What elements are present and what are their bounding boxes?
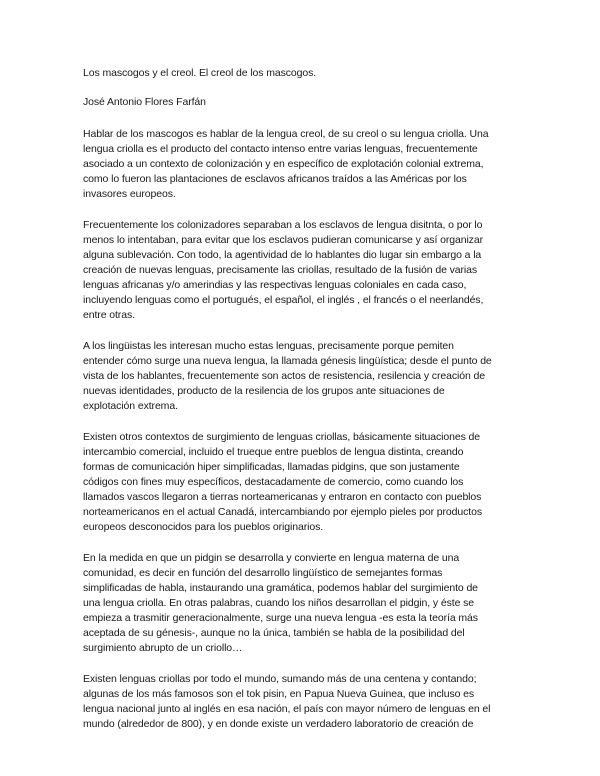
- paragraph-line: comunidad, es decir en función del desarrollo lingüístico de semejantes formas: [83, 566, 443, 579]
- paragraph-line: En la medida en que un pidgin se desarrolla y convierte en lengua materna de una: [83, 551, 460, 564]
- body-paragraph: [83, 339, 518, 414]
- paragraph-line: explotación extrema.: [83, 400, 178, 413]
- paragraph-line: asociado a un contexto de colonización y en específico de explotación colonial extrema,: [83, 158, 484, 171]
- paragraph-line: entender cómo surge una nueva lengua, la llamada génesis lingüística; desde el punto de: [83, 355, 492, 367]
- paragraph-line: Existen lenguas criollas por todo el mundo, sumando más de una centena y contando;: [83, 672, 477, 685]
- paragraph-line: simplificadas de habla, instaurando una gramática, podemos hablar del surgimiento de: [83, 582, 478, 594]
- paragraph-line: menos lo intentaban, para evitar que los esclavos pudieran comunicarse y así organizar: [83, 233, 483, 246]
- paragraph-line: lengua nacional junto al inglés en esa nación, el país con mayor número de lenguas en el: [83, 703, 491, 716]
- paragraph-line: lenguas africanas y/o amerindias y las respectivas lenguas coloniales en cada caso,: [83, 279, 467, 292]
- paragraph-line: vista de los hablantes, frecuentemente son actos de resistencia, resilencia y creación de: [83, 370, 485, 383]
- paragraph-line: empieza a trasmitir generacionalmente, surge una nueva lengua -es esta la teoría más: [83, 612, 478, 625]
- paragraph-line: aceptada de su génesis-, aunque no la única, también se habla de la posibilidad del: [83, 627, 465, 640]
- paragraph-line: nuevas identidades, producto de la resilencia de los grupos ante situaciones de: [83, 385, 445, 398]
- paragraph-line: entre otras.: [83, 309, 135, 322]
- paragraph-line: surgimiento abrupto de un criollo…: [83, 642, 243, 655]
- body-paragraph: [83, 551, 518, 657]
- body-paragraph: [83, 672, 518, 732]
- body-paragraph: [83, 127, 518, 202]
- body-paragraph: [83, 430, 518, 536]
- paragraph-line: lengua criolla es el producto del contacto intenso entre varias lenguas, frecuentemente: [83, 143, 478, 156]
- paragraph-line: formas de comunicación hiper simplificadas, llamadas pidgins, que son justamente: [83, 460, 460, 473]
- paragraph-line: norteamericanos en el actual Canadá, intercambiando por ejemplo pieles por productos: [83, 506, 483, 519]
- paragraph-line: Existen otros contextos de surgimiento de lenguas criollas, básicamente situaciones de: [83, 430, 481, 443]
- paragraph-line: algunas de los más famosos son el tok pisin, en Papua Nueva Guinea, que incluso es: [83, 687, 475, 700]
- paragraph-line: Hablar de los mascogos es hablar de la lengua creol, de su creol o su lengua criolla. Una: [83, 128, 489, 140]
- document-title: Los mascogos y el creol. El creol de los mascogos.: [83, 67, 317, 79]
- document-author: José Antonio Flores Farfán: [83, 96, 206, 108]
- document-body: [83, 127, 518, 748]
- paragraph-line: una lengua criolla. En otras palabras, cuando los niños desarrollan el pidgin, y éste se: [83, 597, 475, 610]
- paragraph-line: como lo fueron las plantaciones de esclavos africanos traídos a las Américas por los: [83, 173, 467, 186]
- paragraph-line: europeos desconocidos para los pueblos originarios.: [83, 521, 324, 534]
- paragraph-line: creación de nuevas lenguas, precisamente las criollas, resultado de la fusión de varias: [83, 264, 478, 277]
- paragraph-line: mundo (alrededor de 800), y en donde existe un verdadero laboratorio de creación de: [83, 718, 474, 731]
- paragraph-line: incluyendo lenguas como el portugués, el español, el inglés , el francés o el neerlandés,: [83, 294, 484, 307]
- paragraph-line: llamados vascos llegaron a tierras norteamericanas y entraron en contacto con pueblos: [83, 491, 482, 504]
- paragraph-line: A los lingüistas les interesan mucho estas lenguas, precisamente porque pemiten: [83, 339, 454, 352]
- paragraph-line: alguna sublevación. Con todo, la agentividad de lo hablantes dio lugar sin embargo a la: [83, 249, 482, 262]
- paragraph-line: códigos con fines muy específicos, destacadamente de comercio, como cuando los: [83, 476, 464, 489]
- paragraph-line: Frecuentemente los colonizadores separaban a los esclavos de lengua disitnta, o por lo: [83, 218, 483, 231]
- paragraph-line: invasores europeos.: [83, 188, 176, 201]
- paragraph-line: intercambio comercial, incluido el trueque entre pueblos de lengua distinta, creando: [83, 445, 464, 458]
- body-paragraph: [83, 218, 518, 324]
